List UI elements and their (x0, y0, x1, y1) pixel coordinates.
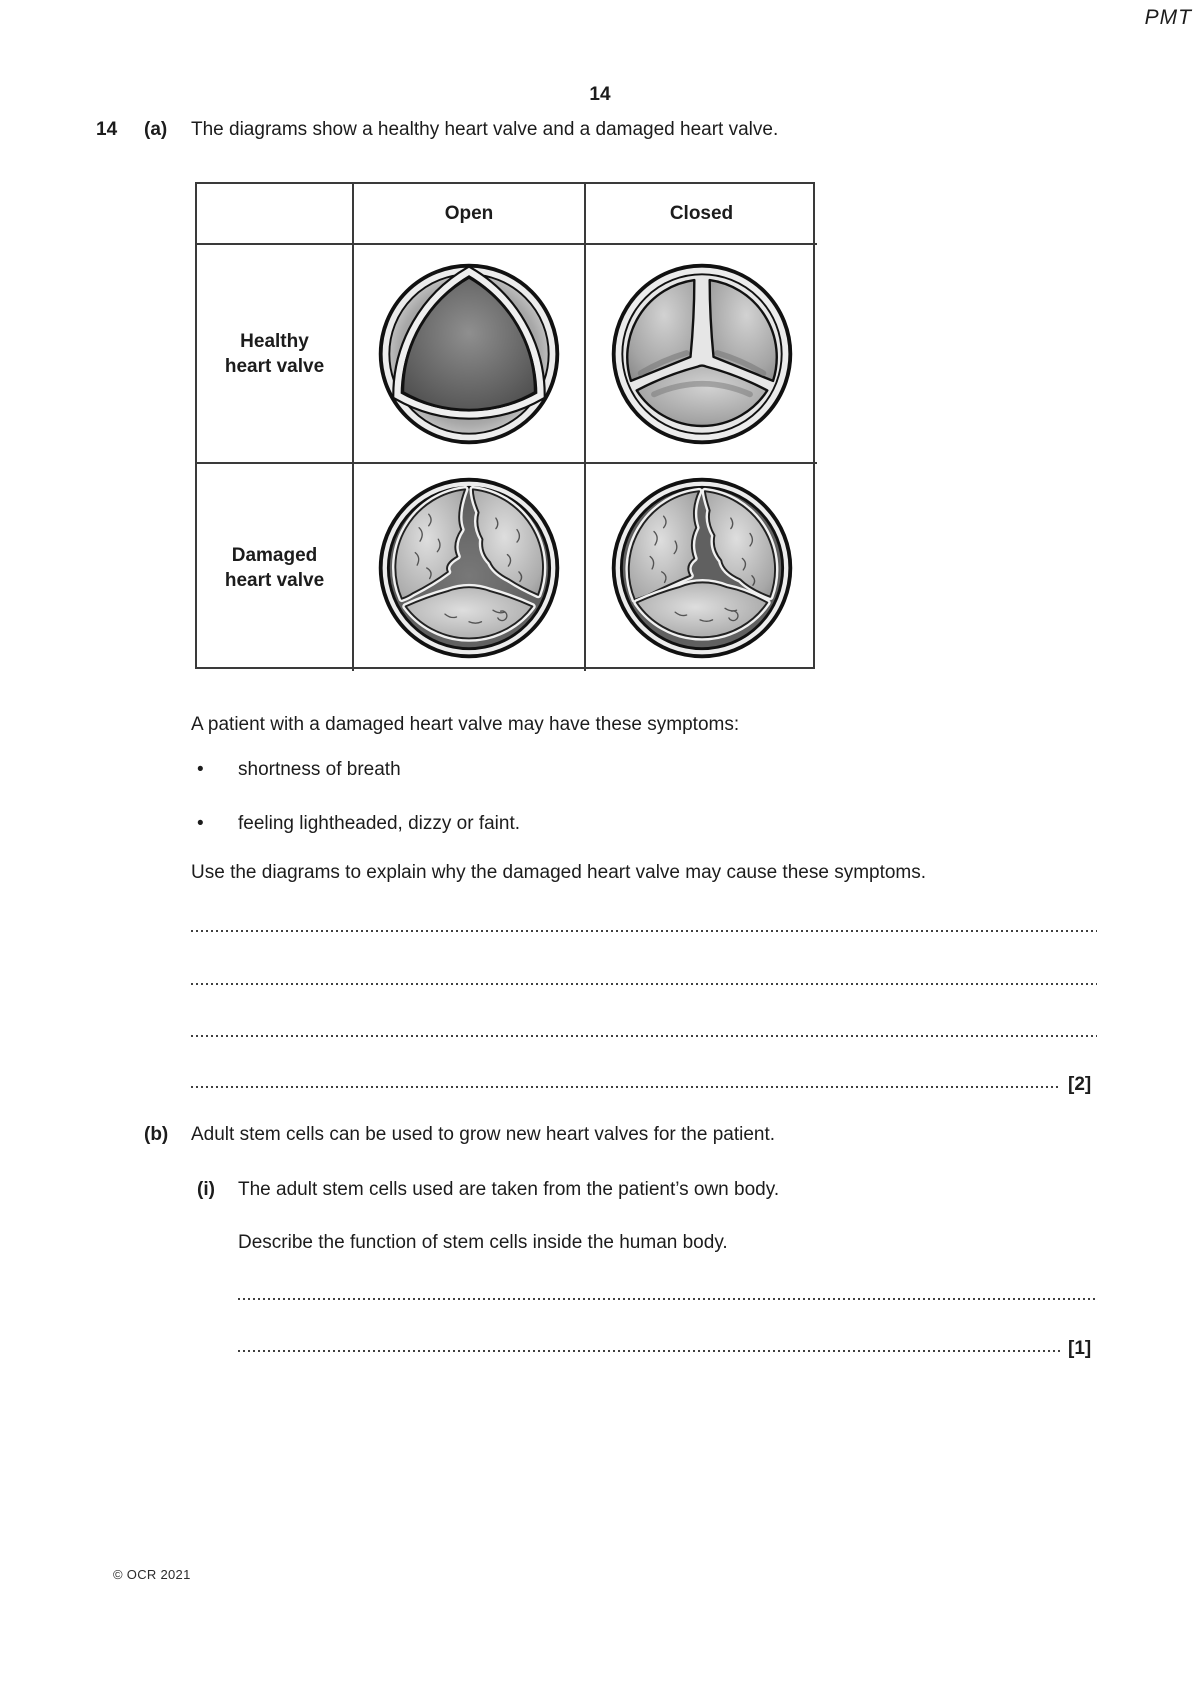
cell-damaged-open (352, 462, 584, 671)
answer-line (238, 1350, 1060, 1352)
part-a-intro: The diagrams show a healthy heart valve and a damaged heart valve. (191, 119, 779, 140)
question-number: 14 (96, 119, 118, 140)
damaged-open-valve-diagram (373, 472, 565, 664)
part-b-i-label: (i) (197, 1179, 215, 1200)
cell-healthy-closed (584, 243, 817, 462)
answer-line (191, 1086, 1060, 1088)
answer-line (191, 983, 1097, 985)
part-b-i-prompt: Describe the function of stem cells inside the human body. (238, 1232, 728, 1253)
part-a-instruction: Use the diagrams to explain why the damaged heart valve may cause these symptoms. (191, 862, 927, 883)
page-number: 14 (589, 84, 611, 105)
symptom-text-1: shortness of breath (238, 759, 401, 780)
table-header-closed: Closed (584, 184, 817, 243)
answer-line (191, 930, 1097, 932)
bullet-icon: • (197, 759, 204, 780)
healthy-closed-valve-diagram (606, 258, 798, 450)
symptom-bullet-2 (197, 811, 204, 837)
answer-line (238, 1298, 1097, 1300)
symptoms-intro: A patient with a damaged heart valve may have these symptoms: (191, 714, 740, 735)
row-label-healthy: Healthy heart valve (197, 243, 352, 462)
symptom-bullet-1 (197, 757, 204, 783)
part-b-intro: Adult stem cells can be used to grow new heart valves for the patient. (191, 1124, 776, 1145)
cell-damaged-closed (584, 462, 817, 671)
table-corner-cell (197, 184, 352, 243)
cell-healthy-open (352, 243, 584, 462)
row-label-damaged: Damaged heart valve (197, 462, 352, 671)
watermark-pmt: PMT (1144, 6, 1192, 29)
bullet-icon: • (197, 813, 204, 834)
footer-copyright: © OCR 2021 (113, 1567, 191, 1582)
symptom-text-2: feeling lightheaded, dizzy or faint. (238, 813, 521, 834)
marks-part-a: [2] (1068, 1074, 1092, 1095)
part-b-i-statement: The adult stem cells used are taken from the patient’s own body. (238, 1179, 780, 1200)
part-b-label: (b) (144, 1124, 169, 1145)
healthy-open-valve-diagram (373, 258, 565, 450)
marks-part-b-i: [1] (1068, 1338, 1092, 1359)
answer-line (191, 1035, 1097, 1037)
valve-table (195, 182, 815, 669)
part-a-label: (a) (144, 119, 168, 140)
table-header-open: Open (352, 184, 584, 243)
damaged-closed-valve-diagram (606, 472, 798, 664)
